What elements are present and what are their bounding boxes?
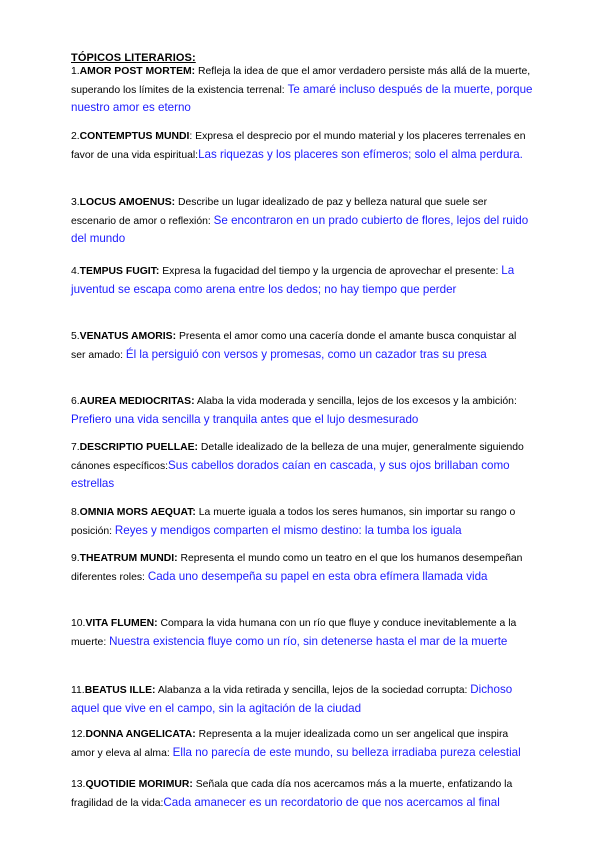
topic-number: 5.: [71, 331, 80, 342]
topic-description: Alabanza a la vida retirada y sencilla, lejos de la sociedad corrupta:: [155, 685, 471, 696]
topic-number: 13.: [71, 779, 86, 790]
topic-name: AMOR POST MORTEM:: [79, 66, 196, 77]
topic-item: [71, 550, 533, 586]
topic-description: La muerte iguala a todos los seres humanos, sin importar su rango o posición:: [71, 507, 516, 537]
topic-item: [71, 128, 533, 164]
topic-number: 10.: [71, 618, 86, 629]
topic-description: Compara la vida humana con un río que fluye y conduce inevitablemente a la muerte:: [71, 618, 517, 648]
topic-name: DONNA ANGELICATA:: [85, 729, 196, 740]
topic-number: 3.: [71, 197, 80, 208]
topic-description: Señala que cada día nos acercamos más a la muerte, enfatizando la fragilidad de la vida:: [71, 779, 513, 809]
topic-name: DESCRIPTIO PUELLAE:: [79, 442, 199, 453]
topic-name: TEMPUS FUGIT:: [79, 266, 160, 277]
topic-description: Detalle idealizado de la belleza de una mujer, generalmente siguiendo cánones específicos:: [71, 442, 524, 472]
topic-example: Ella no parecía de este mundo, su belleza irradiaba pureza celestial: [172, 745, 521, 759]
topic-item: [71, 393, 533, 429]
topic-number: 2.: [71, 131, 80, 142]
topic-name: BEATUS ILLE:: [84, 685, 156, 696]
topic-number: 12.: [71, 729, 86, 740]
topic-number: 9.: [71, 553, 80, 564]
topic-name: OMNIA MORS AEQUAT:: [79, 507, 196, 518]
topic-name: VENATUS AMORIS:: [79, 331, 177, 342]
topic-example: Cada uno desempeña su papel en esta obra efímera llamada vida: [147, 569, 488, 583]
topic-example: Se encontraron en un prado cubierto de flores, lejos del ruido del mundo: [71, 213, 529, 245]
topic-description: Representa el mundo como un teatro en el que los humanos desempeñan diferentes roles:: [71, 553, 523, 583]
topic-item: [71, 262, 533, 299]
topic-example: Dichoso aquel que vive en el campo, sin la agitación de la ciudad: [71, 683, 513, 715]
topic-number: 8.: [71, 507, 80, 518]
topic-description: Presenta el amor como una cacería donde el amante busca conquistar al ser amado:: [71, 331, 517, 361]
topic-example: La juventud se escapa como arena entre los dedos; no hay tiempo que perder: [71, 264, 515, 296]
topic-description: : Expresa el desprecio por el mundo material y los placeres terrenales en favor de una vida espiritual:: [71, 131, 526, 161]
topic-item: [71, 726, 533, 762]
topic-item: [71, 615, 533, 651]
topic-item: [71, 194, 533, 249]
page-title: TÓPICOS LITERARIOS:: [71, 52, 196, 64]
topic-number: 1.: [71, 66, 80, 77]
topic-item: [71, 681, 533, 718]
topic-description: Expresa la fugacidad del tiempo y la urgencia de aprovechar el presente:: [159, 266, 502, 277]
topic-item: [71, 776, 533, 812]
topic-number: 11.: [71, 685, 85, 696]
topic-example: Reyes y mendigos comparten el mismo destino: la tumba los iguala: [114, 523, 462, 537]
topic-description: Alaba la vida moderada y sencilla, lejos de los excesos y la ambición:: [194, 396, 517, 407]
topic-example: Cada amanecer es un recordatorio de que nos acercamos al final: [163, 795, 500, 809]
topic-description: Refleja la idea de que el amor verdadero persiste más allá de la muerte, superando los límites de la existencia terrenal:: [71, 66, 531, 96]
topic-name: AUREA MEDIOCRITAS:: [79, 396, 195, 407]
topic-description: Representa a la mujer idealizada como un ser angelical que inspira amor y eleva al alma:: [71, 729, 509, 759]
topic-name: VITA FLUMEN:: [85, 618, 158, 629]
topic-example: Prefiero una vida sencilla y tranquila antes que el lujo desmesurado: [71, 412, 419, 426]
topic-item: [71, 439, 533, 494]
topic-name: QUOTIDIE MORIMUR:: [85, 779, 193, 790]
topic-example: Sus cabellos dorados caían en cascada, y sus ojos brillaban como estrellas: [71, 458, 510, 490]
topic-example: Él la persiguió con versos y promesas, como un cazador tras su presa: [125, 347, 487, 361]
topic-name: LOCUS AMOENUS:: [79, 197, 176, 208]
topic-name: CONTEMPTUS MUNDI: [79, 131, 190, 142]
topic-number: 7.: [71, 442, 80, 453]
topic-item: [71, 504, 533, 540]
topic-description: Describe un lugar idealizado de paz y belleza natural que suele ser escenario de amor o reflexión:: [71, 197, 488, 227]
topic-example: Nuestra existencia fluye como un río, sin detenerse hasta el mar de la muerte: [109, 634, 508, 648]
topic-number: 4.: [71, 266, 80, 277]
topic-example: Te amaré incluso después de la muerte, porque nuestro amor es eterno: [71, 82, 533, 114]
topic-name: THEATRUM MUNDI:: [79, 553, 178, 564]
topic-example: Las riquezas y los placeres son efímeros; solo el alma perdura.: [198, 147, 523, 161]
topic-item: [71, 63, 533, 118]
topic-item: [71, 328, 533, 364]
topic-number: 6.: [71, 396, 80, 407]
